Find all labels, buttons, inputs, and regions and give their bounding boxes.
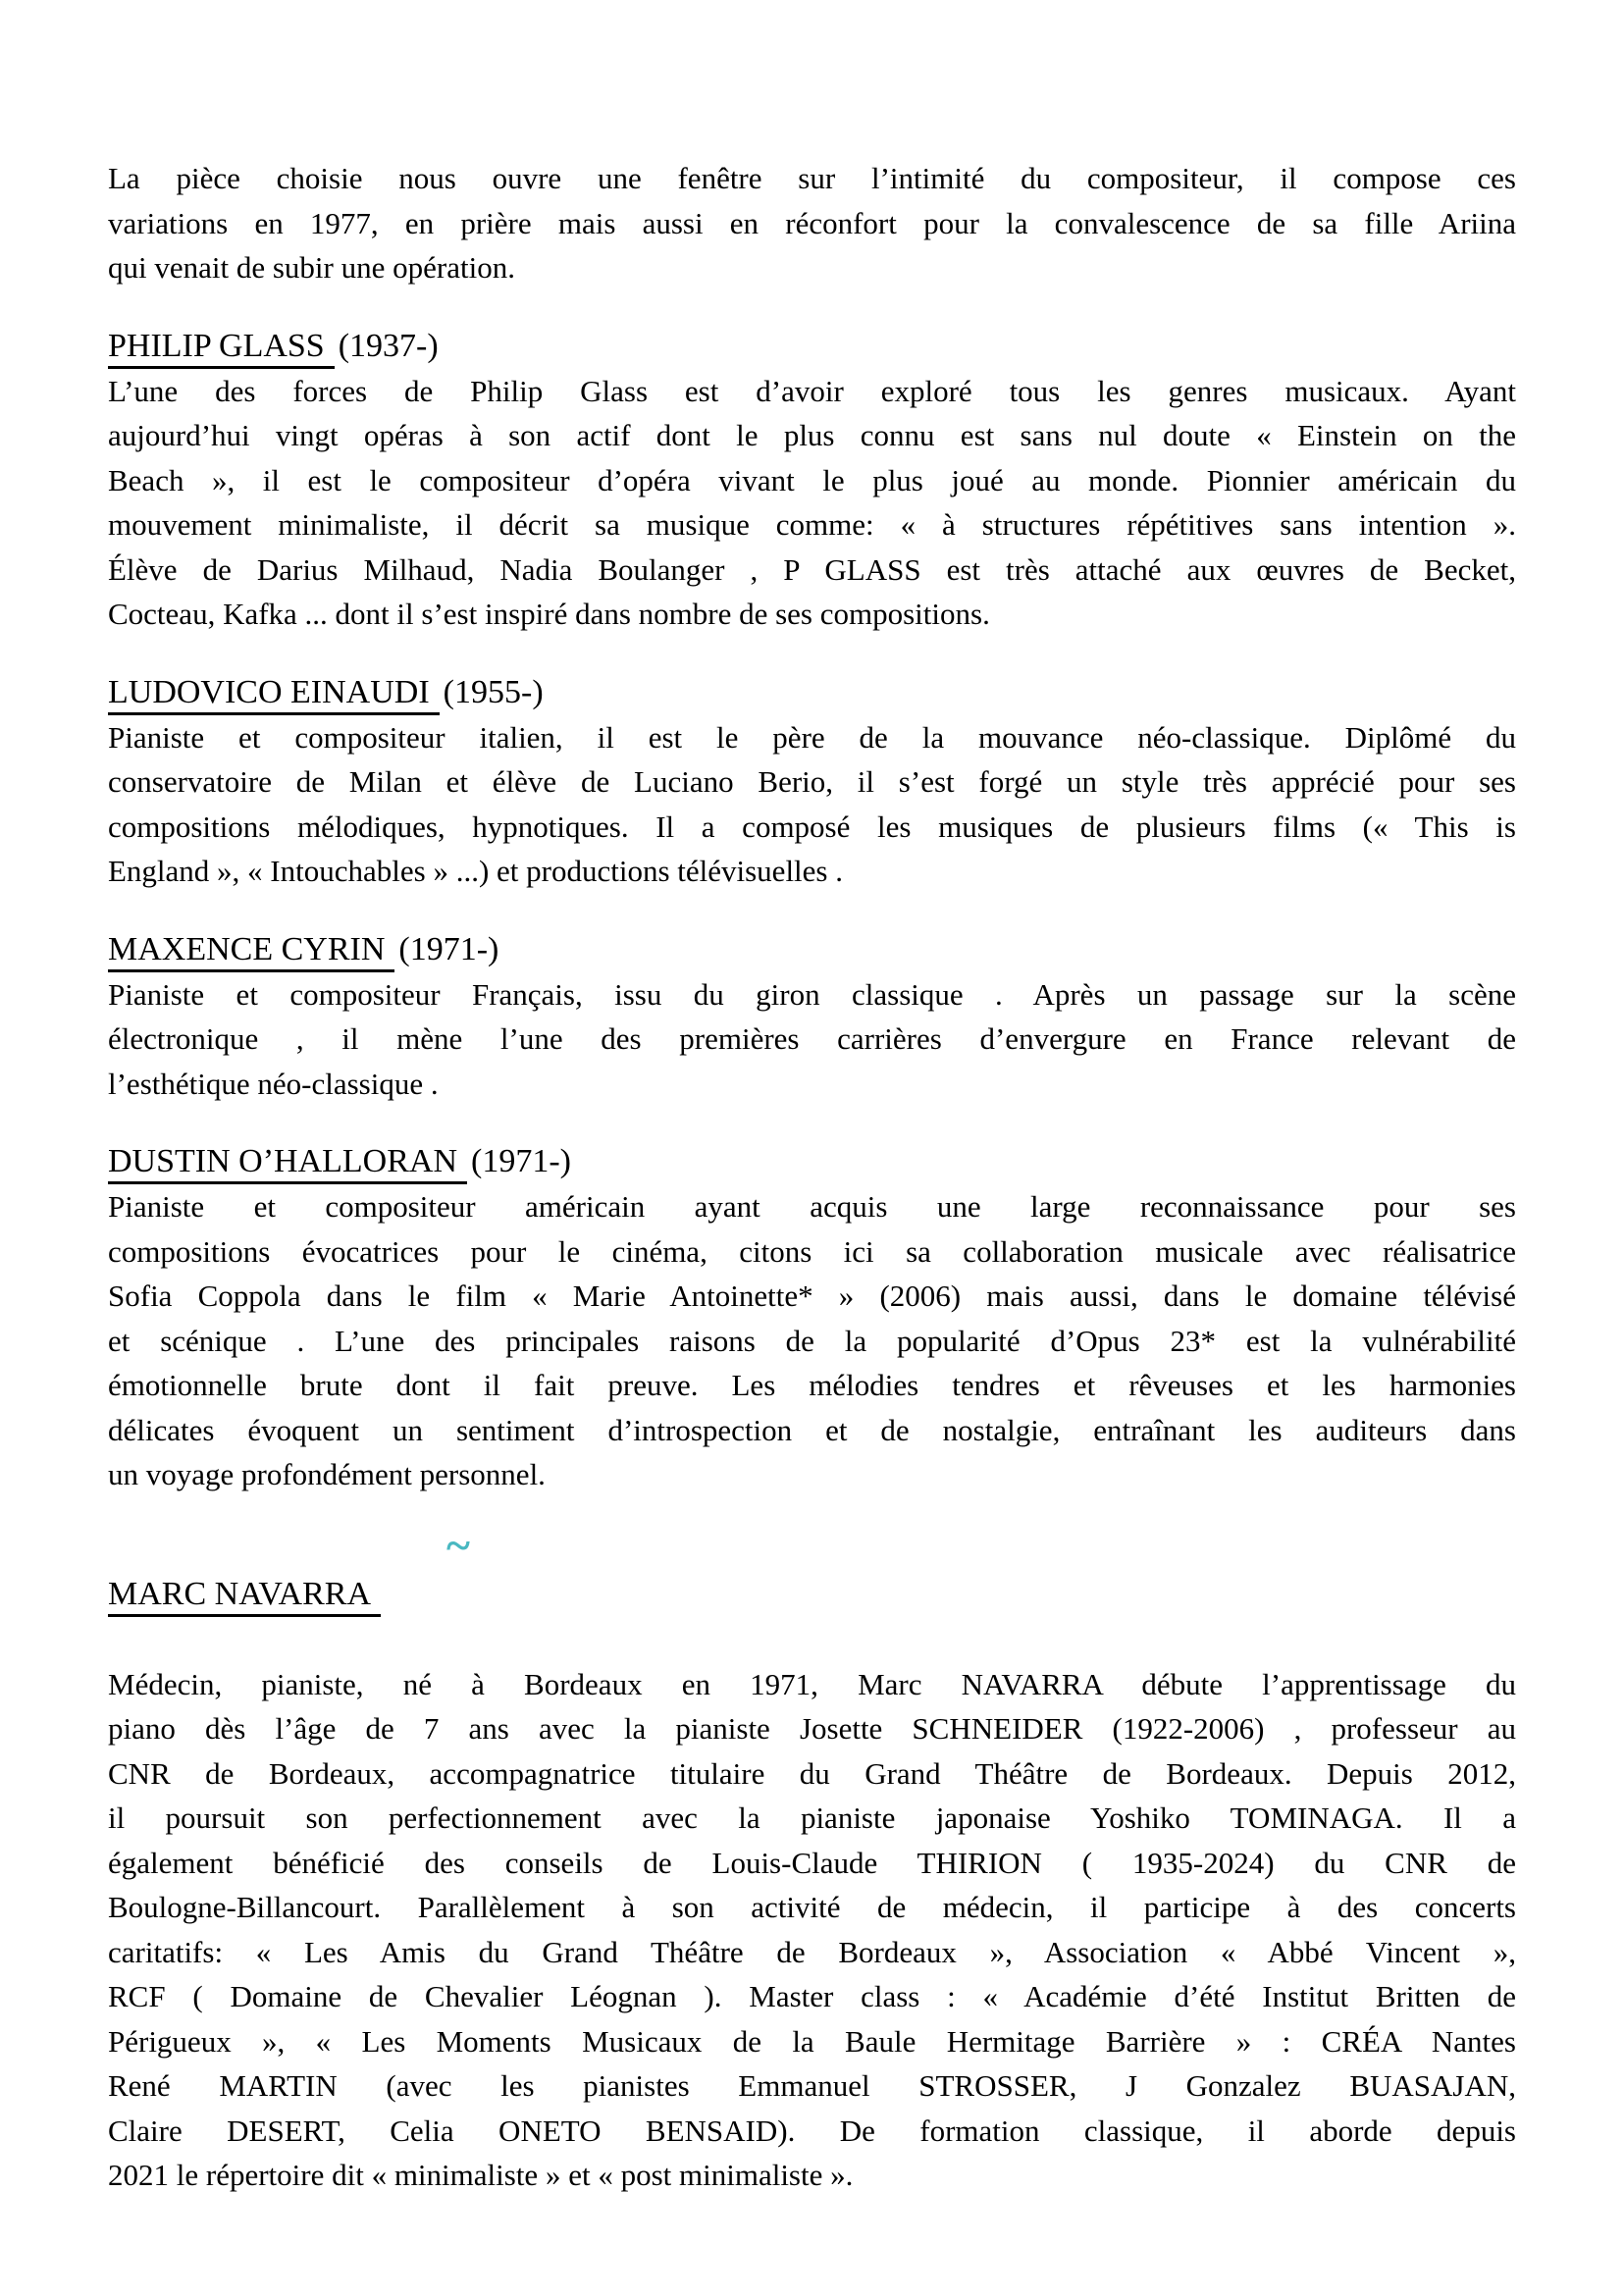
paragraph-line: La pièce choisie nous ouvre une fenêtre sur l’intimité du compositeur, il compose ces	[108, 161, 1516, 195]
composer-section	[108, 1139, 1516, 1497]
paragraph-line: Pianiste et compositeur Français, issu du giron classique . Après un passage sur la scène	[108, 976, 1516, 1012]
paragraph-line: Cocteau, Kafka ... dont il s’est inspiré dans nombre de ses compositions.	[108, 597, 990, 631]
paragraph-line: l’esthétique néo-classique .	[108, 1066, 439, 1101]
paragraph-line: il poursuit son perfectionnement avec la pianiste japonaise Yoshiko TOMINAGA. Il a	[108, 1800, 1516, 1835]
paragraph-line: RCF ( Domaine de Chevalier Léognan ). Master class : « Académie d’été Institut Britten de	[108, 1979, 1516, 2013]
section-heading	[108, 927, 1516, 972]
paragraph-line: variations en 1977, en prière mais aussi en réconfort pour la convalescence de sa fille Ariina	[108, 205, 1516, 240]
composer-years: (1971-)	[471, 1143, 571, 1179]
composer-sections	[108, 324, 1516, 1497]
composer-years: (1955-)	[443, 673, 544, 710]
paragraph-line: piano dès l’âge de 7 ans avec la pianiste Josette SCHNEIDER (1922-2006) , professeur au	[108, 1711, 1516, 1746]
paragraph-line: délicates évoquent un sentiment d’introspection et de nostalgie, entraînant les auditeurs dans	[108, 1412, 1516, 1447]
intro-paragraph	[108, 156, 1516, 290]
paragraph-line: et scénique . L’une des principales raisons de la popularité d’Opus 23* est la vulnérabilité	[108, 1323, 1516, 1358]
paragraph-line: Sofia Coppola dans le film « Marie Antoinette* » (2006) mais aussi, dans le domaine télévisé	[108, 1278, 1516, 1313]
paragraph-line: mouvement minimaliste, il décrit sa musique comme: « à structures répétitives sans intention ».	[108, 507, 1516, 542]
paragraph-line: qui venait de subir une opération.	[108, 250, 515, 285]
paragraph-line: Médecin, pianiste, né à Bordeaux en 1971, Marc NAVARRA débute l’apprentissage du	[108, 1666, 1516, 1701]
paragraph-line: compositions évocatrices pour le cinéma, citons ici sa collaboration musicale avec réalisatrice	[108, 1233, 1516, 1269]
section-paragraph	[108, 1184, 1516, 1497]
section-heading	[108, 324, 1516, 369]
paragraph-line: Élève de Darius Milhaud, Nadia Boulanger , P GLASS est très attaché aux œuvres de Becket,	[108, 551, 1516, 587]
paragraph-line: England », « Intouchables » ...) et productions télévisuelles .	[108, 854, 843, 888]
paragraph-line: Beach », il est le compositeur d’opéra vivant le plus joué au monde. Pionnier américain du	[108, 462, 1516, 497]
section-divider	[108, 1521, 1516, 1570]
paragraph-line: électronique , il mène l’une des premières carrières d’envergure en France relevant de	[108, 1021, 1516, 1056]
paragraph-line: L’une des forces de Philip Glass est d’avoir exploré tous les genres musicaux. Ayant	[108, 373, 1516, 408]
paragraph-line: également bénéficié des conseils de Louis-Claude THIRION ( 1935-2024) du CNR de	[108, 1845, 1516, 1880]
paragraph-line: conservatoire de Milan et élève de Luciano Berio, il s’est forgé un style très apprécié pour ses	[108, 764, 1516, 799]
paragraph-line: Claire DESERT, Celia ONETO BENSAID). De formation classique, il aborde depuis	[108, 2113, 1516, 2148]
paragraph-line: caritatifs: « Les Amis du Grand Théâtre de Bordeaux », Association « Abbé Vincent »,	[108, 1934, 1516, 1969]
paragraph-line: Boulogne-Billancourt. Parallèlement à son activité de médecin, il participe à des concerts	[108, 1890, 1516, 1924]
section-paragraph	[108, 972, 1516, 1107]
paragraph-line: Pianiste et compositeur italien, il est le père de la mouvance néo-classique. Diplômé du	[108, 719, 1516, 755]
paragraph-line: CNR de Bordeaux, accompagnatrice titulaire du Grand Théâtre de Bordeaux. Depuis 2012,	[108, 1755, 1516, 1791]
composer-section	[108, 927, 1516, 1107]
composer-name: LUDOVICO EINAUDI	[108, 673, 440, 715]
composer-name: MARC NAVARRA	[108, 1575, 381, 1617]
composer-name: DUSTIN O’HALLORAN	[108, 1142, 467, 1184]
paragraph-line: Pianiste et compositeur américain ayant acquis une large reconnaissance pour ses	[108, 1189, 1516, 1224]
section-paragraph	[108, 715, 1516, 894]
paragraph-line: 2021 le répertoire dit « minimaliste » et « post minimaliste ».	[108, 2158, 854, 2192]
navarra-heading	[108, 1572, 1516, 1617]
composer-years: (1971-)	[398, 930, 499, 967]
paragraph-line: émotionnelle brute dont il fait preuve. Les mélodies tendres et rêveuses et les harmonies	[108, 1368, 1516, 1402]
paragraph-line: Périgueux », « Les Moments Musicaux de la Baule Hermitage Barrière » : CRÉA Nantes	[108, 2023, 1516, 2059]
paragraph-line: compositions mélodiques, hypnotiques. Il a composé les musiques de plusieurs films (« This is	[108, 809, 1516, 844]
paragraph-line: un voyage profondément personnel.	[108, 1457, 546, 1491]
tilde-symbol: ~	[446, 1519, 470, 1570]
section-heading	[108, 1139, 1516, 1184]
composer-name: MAXENCE CYRIN	[108, 930, 394, 972]
section-paragraph	[108, 369, 1516, 637]
composer-years: (1937-)	[338, 327, 439, 364]
paragraph-line: aujourd’hui vingt opéras à son actif dont le plus connu est sans nul doute « Einstein on the	[108, 418, 1516, 452]
section-heading	[108, 670, 1516, 715]
paragraph-line: René MARTIN (avec les pianistes Emmanuel STROSSER, J Gonzalez BUASAJAN,	[108, 2068, 1516, 2103]
composer-section	[108, 324, 1516, 637]
composer-section	[108, 670, 1516, 894]
composer-name: PHILIP GLASS	[108, 327, 335, 369]
navarra-paragraph	[108, 1662, 1516, 2198]
